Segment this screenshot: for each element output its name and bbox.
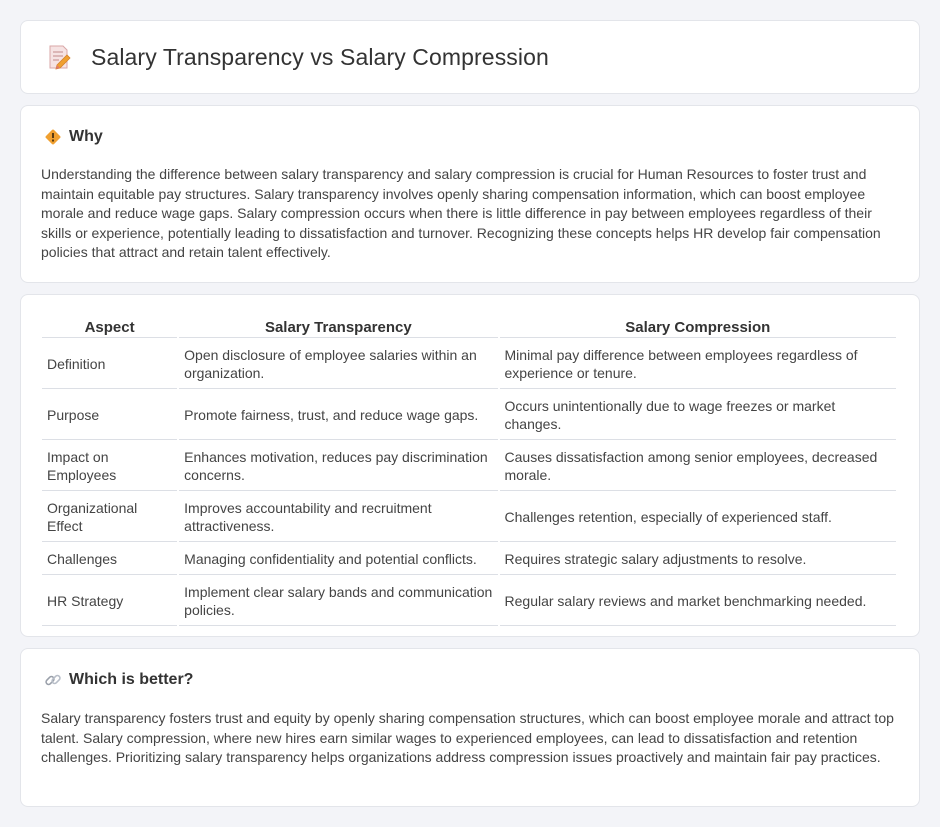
why-text: Understanding the difference between salary transparency and salary compression is crucial for Human Resources to foster trust and maintain equitable pay structures. Salary transparency involves openly sharing compensation information, which can boost employee morale and reduce wage gaps. Salary compression occurs when there is little difference in pay between employees regardless of their skills or experience, potentially leading to dissatisfaction and turnover. Recognizing these concepts helps HR develop fair compensation policies that attract and retain talent effectively.	[41, 166, 881, 261]
table-row	[42, 340, 896, 389]
row-aspect: Definition	[42, 340, 177, 389]
row-compression: Occurs unintentionally due to wage freezes or market changes.	[500, 391, 896, 440]
row-transparency: Implement clear salary bands and communication policies.	[179, 577, 497, 626]
row-transparency: Managing confidentiality and potential conflicts.	[179, 544, 497, 575]
page-title: Salary Transparency vs Salary Compression	[91, 43, 549, 70]
why-section	[20, 105, 920, 283]
better-text: Salary transparency fosters trust and equity by openly sharing compensation structures, which can boost employee morale and attract top talent. Salary compression, where new hires earn similar wages to experienced employees, can lead to dissatisfaction and retention challenges. Prioritizing salary transparency helps organizations address compression issues proactively and maintain fair pay practices.	[41, 710, 894, 766]
row-aspect: Purpose	[42, 391, 177, 440]
table-header-row	[42, 317, 896, 338]
better-header	[41, 671, 899, 689]
better-heading: Which is better?	[69, 671, 194, 688]
row-compression: Regular salary reviews and market benchmarking needed.	[500, 577, 896, 626]
table-row	[42, 391, 896, 440]
comparison-table-card	[20, 294, 920, 637]
header-salary-compression: Salary Compression	[500, 317, 896, 338]
row-aspect: HR Strategy	[42, 577, 177, 626]
which-is-better-section	[20, 648, 920, 807]
row-aspect: Challenges	[42, 544, 177, 575]
link-icon	[44, 671, 62, 689]
why-heading: Why	[69, 128, 103, 145]
row-aspect: Impact on Employees	[42, 442, 177, 491]
row-transparency: Open disclosure of employee salaries within an organization.	[179, 340, 497, 389]
comparison-table	[40, 315, 898, 628]
warning-diamond-icon	[44, 128, 62, 146]
table-row	[42, 577, 896, 626]
table-row	[42, 493, 896, 542]
row-transparency: Promote fairness, trust, and reduce wage gaps.	[179, 391, 497, 440]
row-compression: Challenges retention, especially of experienced staff.	[500, 493, 896, 542]
row-compression: Requires strategic salary adjustments to resolve.	[500, 544, 896, 575]
table-row	[42, 442, 896, 491]
header-salary-transparency: Salary Transparency	[179, 317, 497, 338]
row-transparency: Enhances motivation, reduces pay discrimination concerns.	[179, 442, 497, 491]
row-transparency: Improves accountability and recruitment attractiveness.	[179, 493, 497, 542]
memo-pencil-icon	[45, 43, 73, 71]
row-compression: Causes dissatisfaction among senior employees, decreased morale.	[500, 442, 896, 491]
row-compression: Minimal pay difference between employees regardless of experience or tenure.	[500, 340, 896, 389]
header-aspect: Aspect	[42, 317, 177, 338]
why-header	[41, 128, 899, 146]
table-row	[42, 544, 896, 575]
title-card	[20, 20, 920, 94]
row-aspect: Organizational Effect	[42, 493, 177, 542]
